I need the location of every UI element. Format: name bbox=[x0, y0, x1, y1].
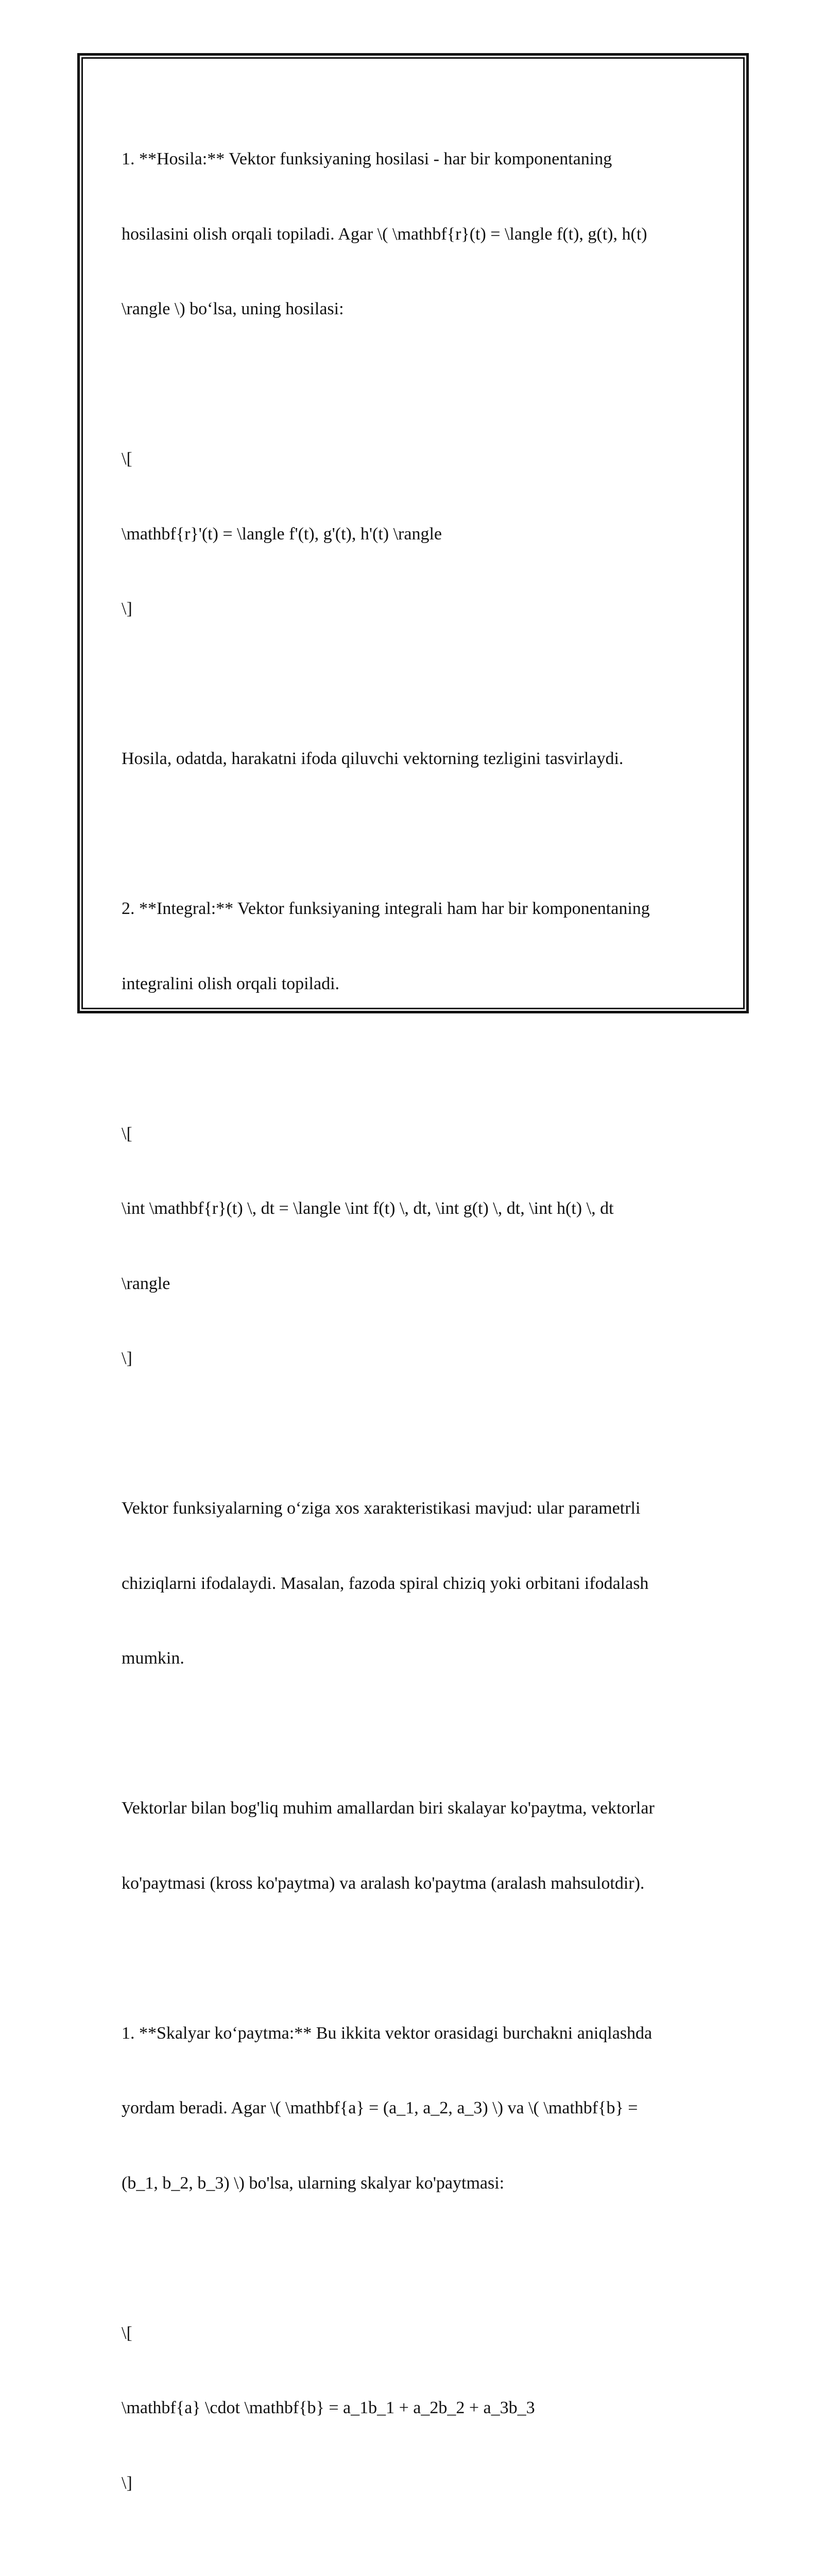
text-line: integralini olish orqali topiladi. bbox=[122, 972, 703, 997]
formula-line: \mathbf{a} \cdot \mathbf{b} = a_1b_1 + a_2b_2 + a_3b_3 bbox=[122, 2396, 703, 2421]
text-line: 2. **Integral:** Vektor funksiyaning integrali ham har bir komponentaning bbox=[122, 896, 703, 922]
text-line: 1. **Skalyar ko‘paytma:** Bu ikkita vektor orasidagi burchakni aniqlashda bbox=[122, 2021, 703, 2046]
paragraph-integral-definition bbox=[122, 846, 703, 1046]
paragraph-cross-product bbox=[122, 2571, 703, 2576]
text-line: ko'paytmasi (kross ko'paytma) va aralash ko'paytma (aralash mahsulotdir). bbox=[122, 1871, 703, 1896]
text-line: chiziqlarni ifodalaydi. Masalan, fazoda spiral chiziq yoki orbitani ifodalash bbox=[122, 1571, 703, 1597]
formula-line: \int \mathbf{r}(t) \, dt = \langle \int f(t) \, dt, \int g(t) \, dt, \int h(t) \, dt bbox=[122, 1196, 703, 1222]
formula-line: \[ bbox=[122, 447, 703, 472]
paragraph-hosila-note bbox=[122, 697, 703, 822]
paragraph-vector-functions bbox=[122, 1446, 703, 1721]
formula-scalar-product bbox=[122, 2271, 703, 2546]
document-body bbox=[122, 97, 703, 2576]
text-line: Vektor funksiyalarning o‘ziga xos xarakteristikasi mavjud: ular parametrli bbox=[122, 1496, 703, 1521]
formula-line: \] bbox=[122, 1346, 703, 1371]
text-line: mumkin. bbox=[122, 1646, 703, 1671]
formula-derivative bbox=[122, 397, 703, 672]
formula-line: \mathbf{r}'(t) = \langle f'(t), g'(t), h'(t) \rangle bbox=[122, 522, 703, 547]
text-line: hosilasini olish orqali topiladi. Agar \( \mathbf{r}(t) = \langle f(t), g(t), h(t) bbox=[122, 222, 703, 247]
paragraph-scalar-product bbox=[122, 1971, 703, 2246]
text-line: Vektorlar bilan bog'liq muhim amallardan biri skalayar ko'paytma, vektorlar bbox=[122, 1796, 703, 1821]
text-line: 1. **Hosila:** Vektor funksiyaning hosilasi - har bir komponentaning bbox=[122, 147, 703, 172]
text-line: \rangle \) bo‘lsa, uning hosilasi: bbox=[122, 297, 703, 322]
formula-line: \] bbox=[122, 597, 703, 622]
formula-line: \[ bbox=[122, 2321, 703, 2346]
text-line: (b_1, b_2, b_3) \) bo'lsa, ularning skalyar ko'paytmasi: bbox=[122, 2171, 703, 2196]
formula-line: \] bbox=[122, 2471, 703, 2496]
formula-line: \[ bbox=[122, 1122, 703, 1147]
formula-line: \rangle bbox=[122, 1272, 703, 1297]
text-line: Hosila, odatda, harakatni ifoda qiluvchi vektorning tezligini tasvirlaydi. bbox=[122, 747, 703, 772]
paragraph-hosila-definition bbox=[122, 97, 703, 372]
text-line: yordam beradi. Agar \( \mathbf{a} = (a_1, a_2, a_3) \) va \( \mathbf{b} = bbox=[122, 2096, 703, 2121]
formula-integral bbox=[122, 1072, 703, 1421]
paragraph-vector-operations bbox=[122, 1746, 703, 1946]
